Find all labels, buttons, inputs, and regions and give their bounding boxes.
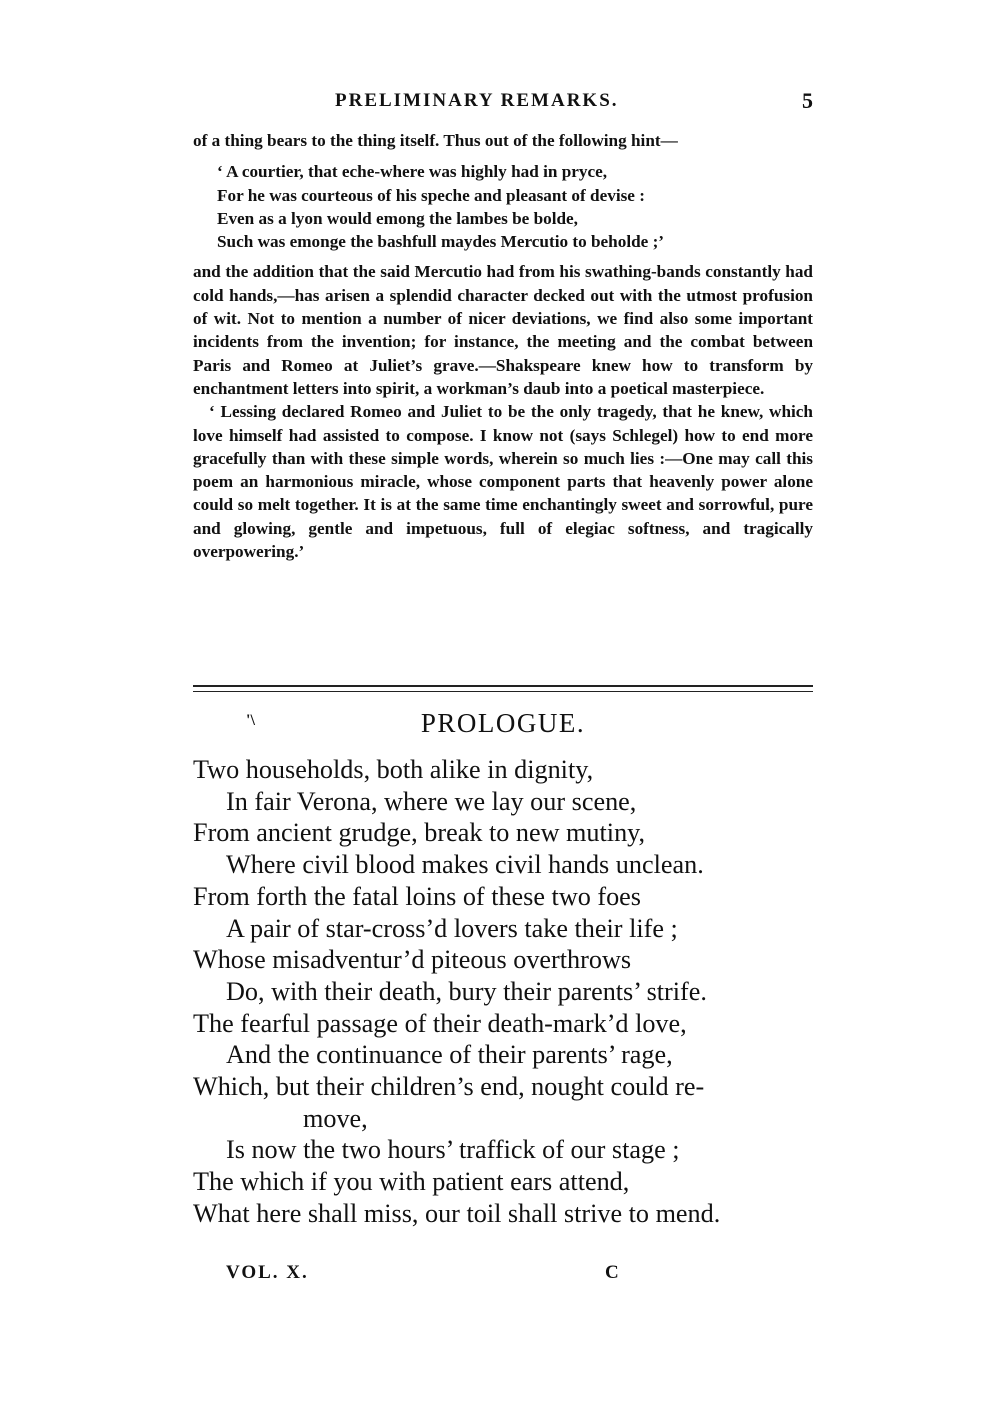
divider-rule — [193, 685, 813, 687]
running-head: PRELIMINARY REMARKS. — [335, 90, 619, 111]
prologue-verse — [193, 754, 818, 1230]
verse-line: From forth the fatal loins of these two foes — [193, 881, 642, 911]
prologue-title: PROLOGUE. — [420, 708, 586, 738]
intro-paragraph: of a thing bears to the thing itself. Thus out of the following hint— — [193, 131, 678, 150]
verse-line: Where civil blood makes civil hands unclean. — [226, 850, 704, 880]
verse-line: Which, but their children’s end, nought could re- — [193, 1072, 705, 1102]
signature-mark: C — [605, 1262, 619, 1283]
verse-line: What here shall miss, our toil shall strive to mend. — [193, 1198, 721, 1228]
verse-line: The which if you with patient ears attend, — [193, 1167, 630, 1197]
section-divider — [193, 685, 813, 696]
quote-line: ‘ A courtier, that eche-where was highly had in pryce, — [217, 162, 608, 182]
verse-line-continuation: move, — [303, 1103, 368, 1133]
quote-line: For he was courteous of his speche and pleasant of devise : — [217, 185, 645, 205]
page-footer — [193, 1262, 813, 1292]
verse-line: In fair Verona, where we lay our scene, — [226, 786, 637, 816]
verse-line: Whose misadventur’d piteous overthrows — [193, 945, 632, 975]
quote-line: Such was emonge the bashfull maydes Mercutio to beholde ;’ — [217, 232, 665, 252]
verse-line: A pair of star-cross’d lovers take their life ; — [226, 913, 678, 943]
volume-label: VOL. X. — [226, 1262, 309, 1283]
quote-line: Even as a lyon would emong the lambes be bolde, — [217, 208, 578, 228]
page-header — [193, 88, 813, 118]
verse-line: And the continuance of their parents’ rage, — [226, 1040, 673, 1070]
romeus-quotation — [193, 160, 813, 253]
preliminary-remarks-text — [193, 129, 813, 563]
divider-rule — [193, 691, 813, 692]
verse-line: Do, with their death, bury their parents’ strife. — [226, 976, 707, 1006]
verse-line: From ancient grudge, break to new mutiny, — [193, 818, 646, 848]
mercutio-paragraph: and the addition that the said Mercutio had from his swathing-bands constantly had cold hands,—has arisen a splendid character decked out with the utmost profusion of wit. Not to mention a number of nicer deviations, we find also some important incidents from the invention; for instance, the meeting and the combat between Paris and Romeo at Juliet’s grave.—Shakspeare knew how to transform by enchantment letters into spirit, a workman’s daub into a poetical masterpiece. — [193, 262, 813, 398]
stray-ink-mark: '\ — [246, 712, 255, 729]
verse-line: Two households, both alike in dignity, — [193, 755, 594, 784]
page-number: 5 — [802, 88, 813, 113]
verse-line: Is now the two hours’ traffick of our stage ; — [226, 1135, 680, 1165]
verse-line: The fearful passage of their death-mark’d love, — [193, 1008, 687, 1038]
schlegel-paragraph: ‘ Lessing declared Romeo and Juliet to be the only tragedy, that he knew, which love himself had assisted to compose. I know not (says Schlegel) how to end more gracefully than with these simple words, wherein so much lies :—One may call this poem an harmonious miracle, whose component parts that heavenly power alone could so melt together. It is at the same time enchantingly sweet and sorrowful, pure and glowing, gentle and impetuous, full of elegiac softness, and tragically overpowering.’ — [193, 402, 813, 562]
